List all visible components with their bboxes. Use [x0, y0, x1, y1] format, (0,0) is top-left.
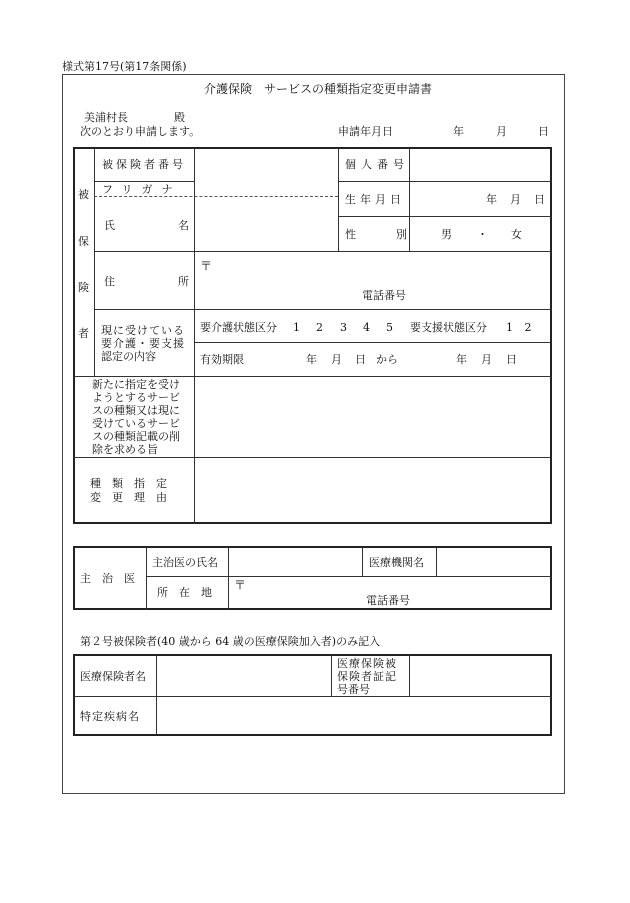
validity-from-month: 月	[331, 353, 342, 366]
application-month-field[interactable]	[466, 122, 492, 138]
validity-from-year: 年	[306, 353, 317, 366]
validity-to-day: 日	[506, 353, 517, 366]
sex-label-second: 別	[396, 228, 407, 241]
application-year-field[interactable]	[400, 122, 450, 138]
sex-male-option[interactable]: 男	[441, 228, 452, 241]
birth-month-unit: 月	[510, 193, 521, 206]
service-request-line-4: 受けているサービ	[92, 417, 180, 430]
certification-label-line-3: 認定の内容	[101, 350, 156, 363]
change-reason-label-line-2: 変 更 理 由	[90, 491, 167, 504]
physician-name-label: 主治医の氏名	[152, 556, 218, 569]
type2-note: 第２号被保険者(40 歳から 64 歳の医療保険加入者)のみ記入	[80, 635, 381, 648]
validity-to-month: 月	[481, 353, 492, 366]
honorific: 殿	[174, 111, 185, 124]
insurance-cert-label-line-3: 号番号	[337, 683, 370, 696]
certification-label-line-2: 要介護・要支援	[101, 337, 185, 350]
care-level-label: 要介護状態区分	[200, 321, 277, 334]
medical-institution-field[interactable]	[438, 548, 550, 575]
insurance-cert-number-field[interactable]	[411, 656, 550, 695]
application-month-unit: 月	[496, 125, 507, 138]
validity-label: 有効期限	[200, 353, 244, 366]
change-reason-label-line-1: 種 類 指 定	[90, 477, 167, 490]
furigana-field[interactable]	[196, 182, 336, 195]
personal-number-field[interactable]	[411, 150, 550, 180]
care-level-1[interactable]: 1	[293, 321, 300, 334]
specified-disease-field[interactable]	[158, 698, 550, 734]
insurance-cert-label-line-2: 保険者証記	[337, 670, 397, 683]
sex-female-option[interactable]: 女	[511, 228, 522, 241]
birthdate-label: 生年月日	[345, 193, 405, 206]
physician-phone-label: 電話番号	[366, 594, 410, 607]
care-level-2[interactable]: 2	[316, 321, 323, 334]
insured-number-field[interactable]	[196, 150, 336, 180]
sex-label-first: 性	[345, 228, 356, 241]
sex-separator: ・	[477, 228, 488, 241]
care-level-4[interactable]: 4	[363, 321, 370, 334]
medical-institution-label: 医療機関名	[369, 556, 424, 569]
application-day-field[interactable]	[510, 122, 536, 138]
birth-day-unit: 日	[534, 193, 545, 206]
insured-side-char-4: 者	[78, 327, 89, 340]
phone-label: 電話番号	[362, 289, 406, 302]
addressee: 美浦村長	[84, 111, 128, 124]
service-request-line-1: 新たに指定を受け	[92, 378, 180, 391]
insured-side-char-3: 険	[78, 281, 89, 294]
care-level-5[interactable]: 5	[386, 321, 393, 334]
physician-name-field[interactable]	[230, 548, 360, 575]
address-label-second: 所	[178, 275, 189, 288]
validity-from-day: 日	[355, 353, 366, 366]
intro-text: 次のとおり申請します。	[80, 125, 201, 138]
birth-year-unit: 年	[486, 193, 497, 206]
name-field[interactable]	[196, 198, 336, 250]
physician-location-field[interactable]	[230, 578, 550, 608]
physician-postal-mark-icon: 〒	[234, 578, 247, 592]
validity-to-year: 年	[456, 353, 467, 366]
application-year-unit: 年	[453, 125, 464, 138]
form-number: 様式第17号(第17条関係)	[62, 60, 187, 73]
application-day-unit: 日	[538, 125, 549, 138]
address-label-first: 住	[104, 275, 115, 288]
service-request-line-2: ようとするサービ	[92, 391, 180, 404]
medical-insurer-label: 医療保険者名	[80, 670, 146, 683]
support-level-label: 要支援状態区分	[410, 321, 487, 334]
service-request-line-5: スの種類記載の削	[92, 430, 180, 443]
personal-number-label: 個人番号	[345, 158, 409, 171]
insured-side-char-1: 被	[78, 188, 89, 201]
application-date-label: 申請年月日	[338, 125, 393, 138]
service-request-line-6: 除を求める旨	[92, 443, 158, 456]
postal-mark-icon: 〒	[200, 259, 213, 273]
service-request-field[interactable]	[196, 378, 550, 456]
form-title: 介護保険 サービスの種類指定変更申請書	[204, 82, 433, 96]
insured-number-label: 被保険者番号	[102, 158, 186, 171]
service-request-line-3: スの種類又は現に	[92, 404, 180, 417]
physician-location-label: 所 在 地	[157, 586, 212, 599]
insured-side-char-2: 保	[78, 235, 89, 248]
validity-from-word: から	[376, 353, 398, 366]
address-field[interactable]	[196, 253, 550, 308]
birthdate-field[interactable]	[411, 183, 550, 215]
change-reason-field[interactable]	[196, 459, 550, 522]
furigana-label: フリガナ	[102, 183, 182, 196]
care-level-3[interactable]: 3	[340, 321, 347, 334]
name-label-second: 名	[178, 219, 189, 232]
certification-label-line-1: 現に受けている	[101, 324, 185, 337]
medical-insurer-field[interactable]	[158, 656, 329, 695]
support-levels[interactable]: 1 2	[506, 321, 532, 334]
insurance-cert-label-line-1: 医療保険被	[337, 657, 397, 670]
name-label-first: 氏	[104, 219, 115, 232]
physician-side-label: 主 治 医	[80, 572, 135, 585]
specified-disease-label: 特定疾病名	[80, 710, 140, 723]
